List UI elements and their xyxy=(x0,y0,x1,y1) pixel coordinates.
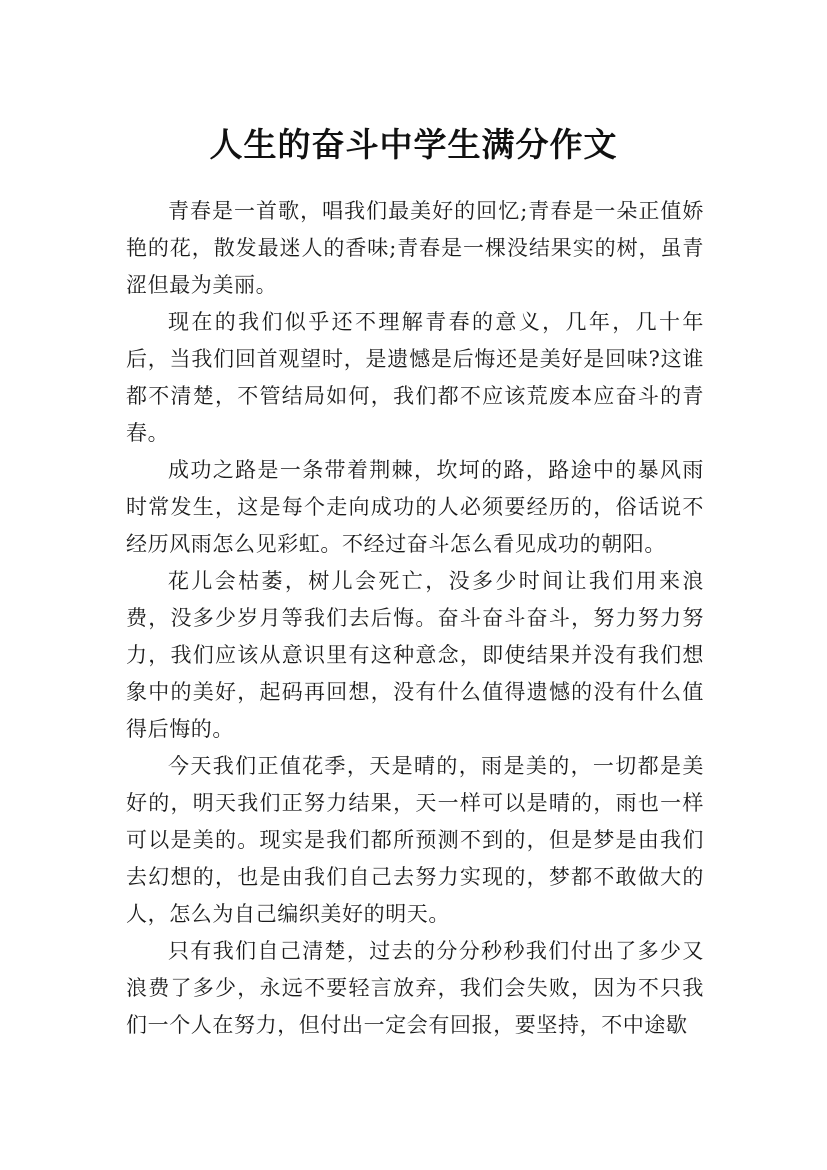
paragraph-1: 青春是一首歌，唱我们最美好的回忆;青春是一朵正值娇艳的花，散发最迷人的香味;青春是一棵没结果实的树，虽青涩但最为美丽。 xyxy=(126,199,704,297)
paragraph-2: 现在的我们似乎还不理解青春的意义，几年，几十年后，当我们回首观望时，是遗憾是后悔还是美好是回味?这谁都不清楚，不管结局如何，我们都不应该荒废本应奋斗的青春。 xyxy=(126,310,704,445)
paragraph-5: 今天我们正值花季，天是晴的，雨是美的，一切都是美好的，明天我们正努力结果，天一样可以是晴的，雨也一样可以是美的。现实是我们都所预测不到的，但是梦是由我们去幻想的，也是由我们自己去努力实现的，梦都不敢做大的人，怎么为自己编织美好的明天。 xyxy=(126,754,704,926)
paragraph-3: 成功之路是一条带着荆棘，坎坷的路，路途中的暴风雨时常发生，这是每个走向成功的人必须要经历的，俗话说不经历风雨怎么见彩虹。不经过奋斗怎么看见成功的朝阳。 xyxy=(126,458,704,556)
paragraph-6: 只有我们自己清楚，过去的分分秒秒我们付出了多少又浪费了多少，永远不要轻言放弃，我们会失败，因为不只我们一个人在努力，但付出一定会有回报，要坚持，不中途歇 xyxy=(126,939,704,1037)
paragraph-4: 花儿会枯萎，树儿会死亡，没多少时间让我们用来浪费，没多少岁月等我们去后悔。奋斗奋斗奋斗，努力努力努力，我们应该从意识里有这种意念，即使结果并没有我们想象中的美好，起码再回想，没有什么值得遗憾的没有什么值得后悔的。 xyxy=(126,569,704,741)
document-title: 人生的奋斗中学生满分作文 xyxy=(209,125,618,165)
document-body xyxy=(126,193,704,1044)
